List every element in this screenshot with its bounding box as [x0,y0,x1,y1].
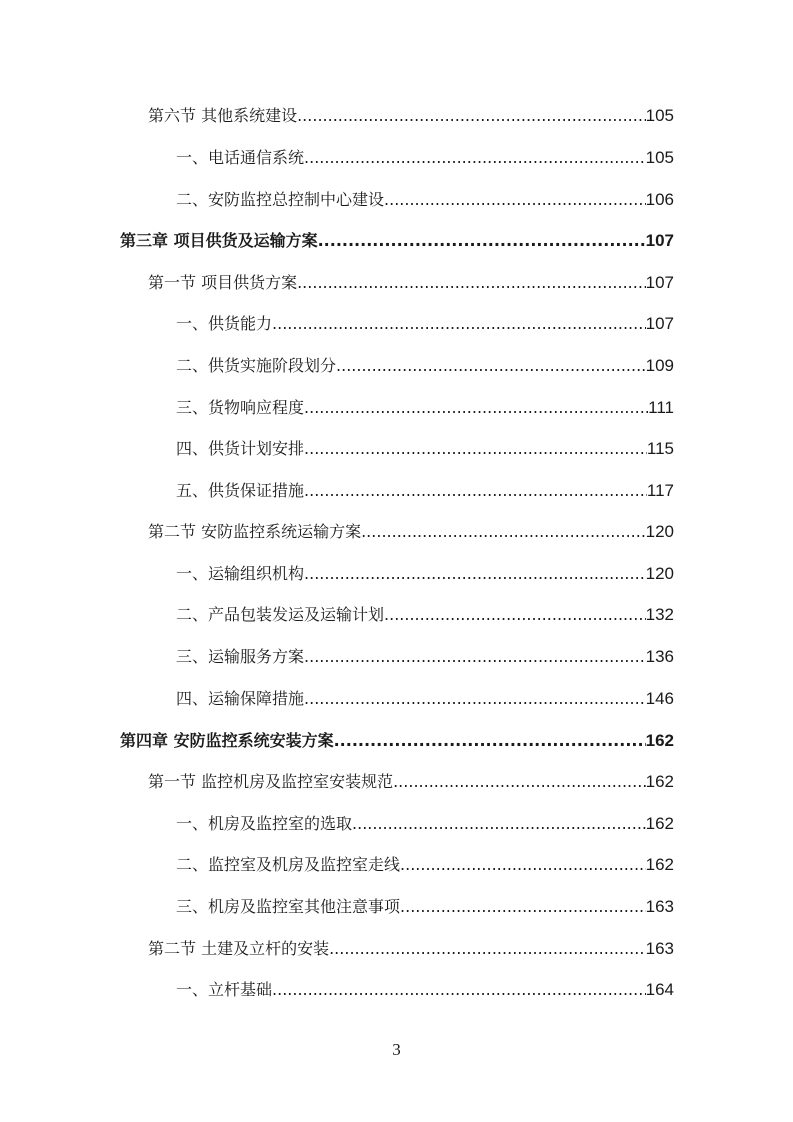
toc-dot-leader [393,770,646,794]
toc-entry-page: 105 [645,106,674,125]
toc-dot-leader [334,729,646,753]
toc-entry-title: 三、机房及监控室其他注意事项 [176,897,401,916]
toc-dot-leader [384,188,646,212]
toc-dot-leader [304,437,647,461]
toc-chapter-entry[interactable] [120,229,674,253]
toc-dot-leader [400,895,646,919]
toc-entry-title: 三、运输服务方案 [176,647,305,666]
toc-entry-title: 第一节 监控机房及监控室安装规范 [148,772,394,791]
toc-entry-title: 三、货物响应程度 [176,398,305,417]
toc-chapter-entry[interactable] [120,729,674,753]
toc-entry-page: 162 [645,855,674,874]
toc-entry-page: 107 [645,273,674,292]
toc-entry-title: 第二节 土建及立杆的安装 [148,939,330,958]
toc-entry-title: 一、立杆基础 [176,980,273,999]
page-number: 3 [392,1040,401,1059]
toc-entry[interactable] [176,354,674,378]
toc-entry-title: 第三章 项目供货及运输方案 [120,231,318,250]
toc-dot-leader [304,479,647,503]
toc-entry-page: 120 [645,564,674,583]
toc-dot-leader [272,312,646,336]
toc-entry-page: 107 [645,314,674,333]
toc-entry-title: 五、供货保证措施 [176,481,305,500]
toc-dot-leader [297,271,646,295]
toc-dot-leader [297,104,646,128]
toc-dot-leader [272,978,646,1002]
toc-entry[interactable] [176,812,674,836]
toc-entry-page: 164 [645,980,674,999]
toc-entry[interactable] [176,853,674,877]
toc-entry[interactable] [148,271,674,295]
toc-entry-title: 一、供货能力 [176,314,273,333]
toc-entry-title: 一、电话通信系统 [176,148,305,167]
toc-entry-page: 109 [645,356,674,375]
toc-entry-page: 162 [645,814,674,833]
toc-entry-title: 第四章 安防监控系统安装方案 [120,731,334,750]
toc-entry-page: 136 [645,647,674,666]
toc-entry[interactable] [148,104,674,128]
toc-dot-leader [318,229,646,253]
toc-entry-title: 二、供货实施阶段划分 [176,356,337,375]
toc-entry-page: 115 [646,439,674,458]
toc-entry-title: 二、监控室及机房及监控室走线 [176,855,401,874]
toc-entry[interactable] [176,396,674,420]
toc-entry-title: 四、供货计划安排 [176,439,305,458]
toc-entry[interactable] [148,937,674,961]
toc-entry[interactable] [176,895,674,919]
toc-entry-page: 162 [645,731,674,750]
toc-entry-page: 105 [645,148,674,167]
toc-entry-page: 117 [646,481,674,500]
toc-dot-leader [400,853,646,877]
toc-entry[interactable] [176,603,674,627]
toc-dot-leader [304,687,646,711]
toc-entry-title: 一、机房及监控室的选取 [176,814,353,833]
toc-entry[interactable] [176,562,674,586]
toc-entry-page: 107 [645,231,674,250]
toc-entry-page: 106 [645,190,674,209]
toc-entry-title: 第二节 安防监控系统运输方案 [148,522,362,541]
toc-entry-title: 二、产品包装发运及运输计划 [176,605,385,624]
toc-entry[interactable] [148,520,674,544]
toc-dot-leader [304,645,646,669]
toc-dot-leader [352,812,646,836]
toc-entry[interactable] [176,479,674,503]
toc-entry-page: 120 [645,522,674,541]
toc-dot-leader [329,937,646,961]
toc-entry-page: 146 [645,689,674,708]
toc-entry[interactable] [176,188,674,212]
toc-entry[interactable] [176,146,674,170]
toc-entry[interactable] [176,312,674,336]
toc-dot-leader [304,562,646,586]
toc-dot-leader [384,603,646,627]
toc-entry[interactable] [176,437,674,461]
toc-dot-leader [336,354,646,378]
toc-entry-page: 111 [648,398,674,417]
toc-entry-title: 第六节 其他系统建设 [148,106,298,125]
toc-entry[interactable] [176,645,674,669]
toc-entry-title: 第一节 项目供货方案 [148,273,298,292]
toc-entry[interactable] [176,978,674,1002]
toc-dot-leader [361,520,646,544]
toc-entry-page: 163 [645,939,674,958]
toc-entry-title: 二、安防监控总控制中心建设 [176,190,385,209]
toc-entry-page: 163 [645,897,674,916]
toc-entry-title: 一、运输组织机构 [176,564,305,583]
toc-dot-leader [304,396,648,420]
toc-entry[interactable] [148,770,674,794]
toc-entry-page: 132 [645,605,674,624]
toc-entry-page: 162 [645,772,674,791]
toc-entry[interactable] [176,687,674,711]
toc-dot-leader [304,146,646,170]
toc-entry-title: 四、运输保障措施 [176,689,305,708]
